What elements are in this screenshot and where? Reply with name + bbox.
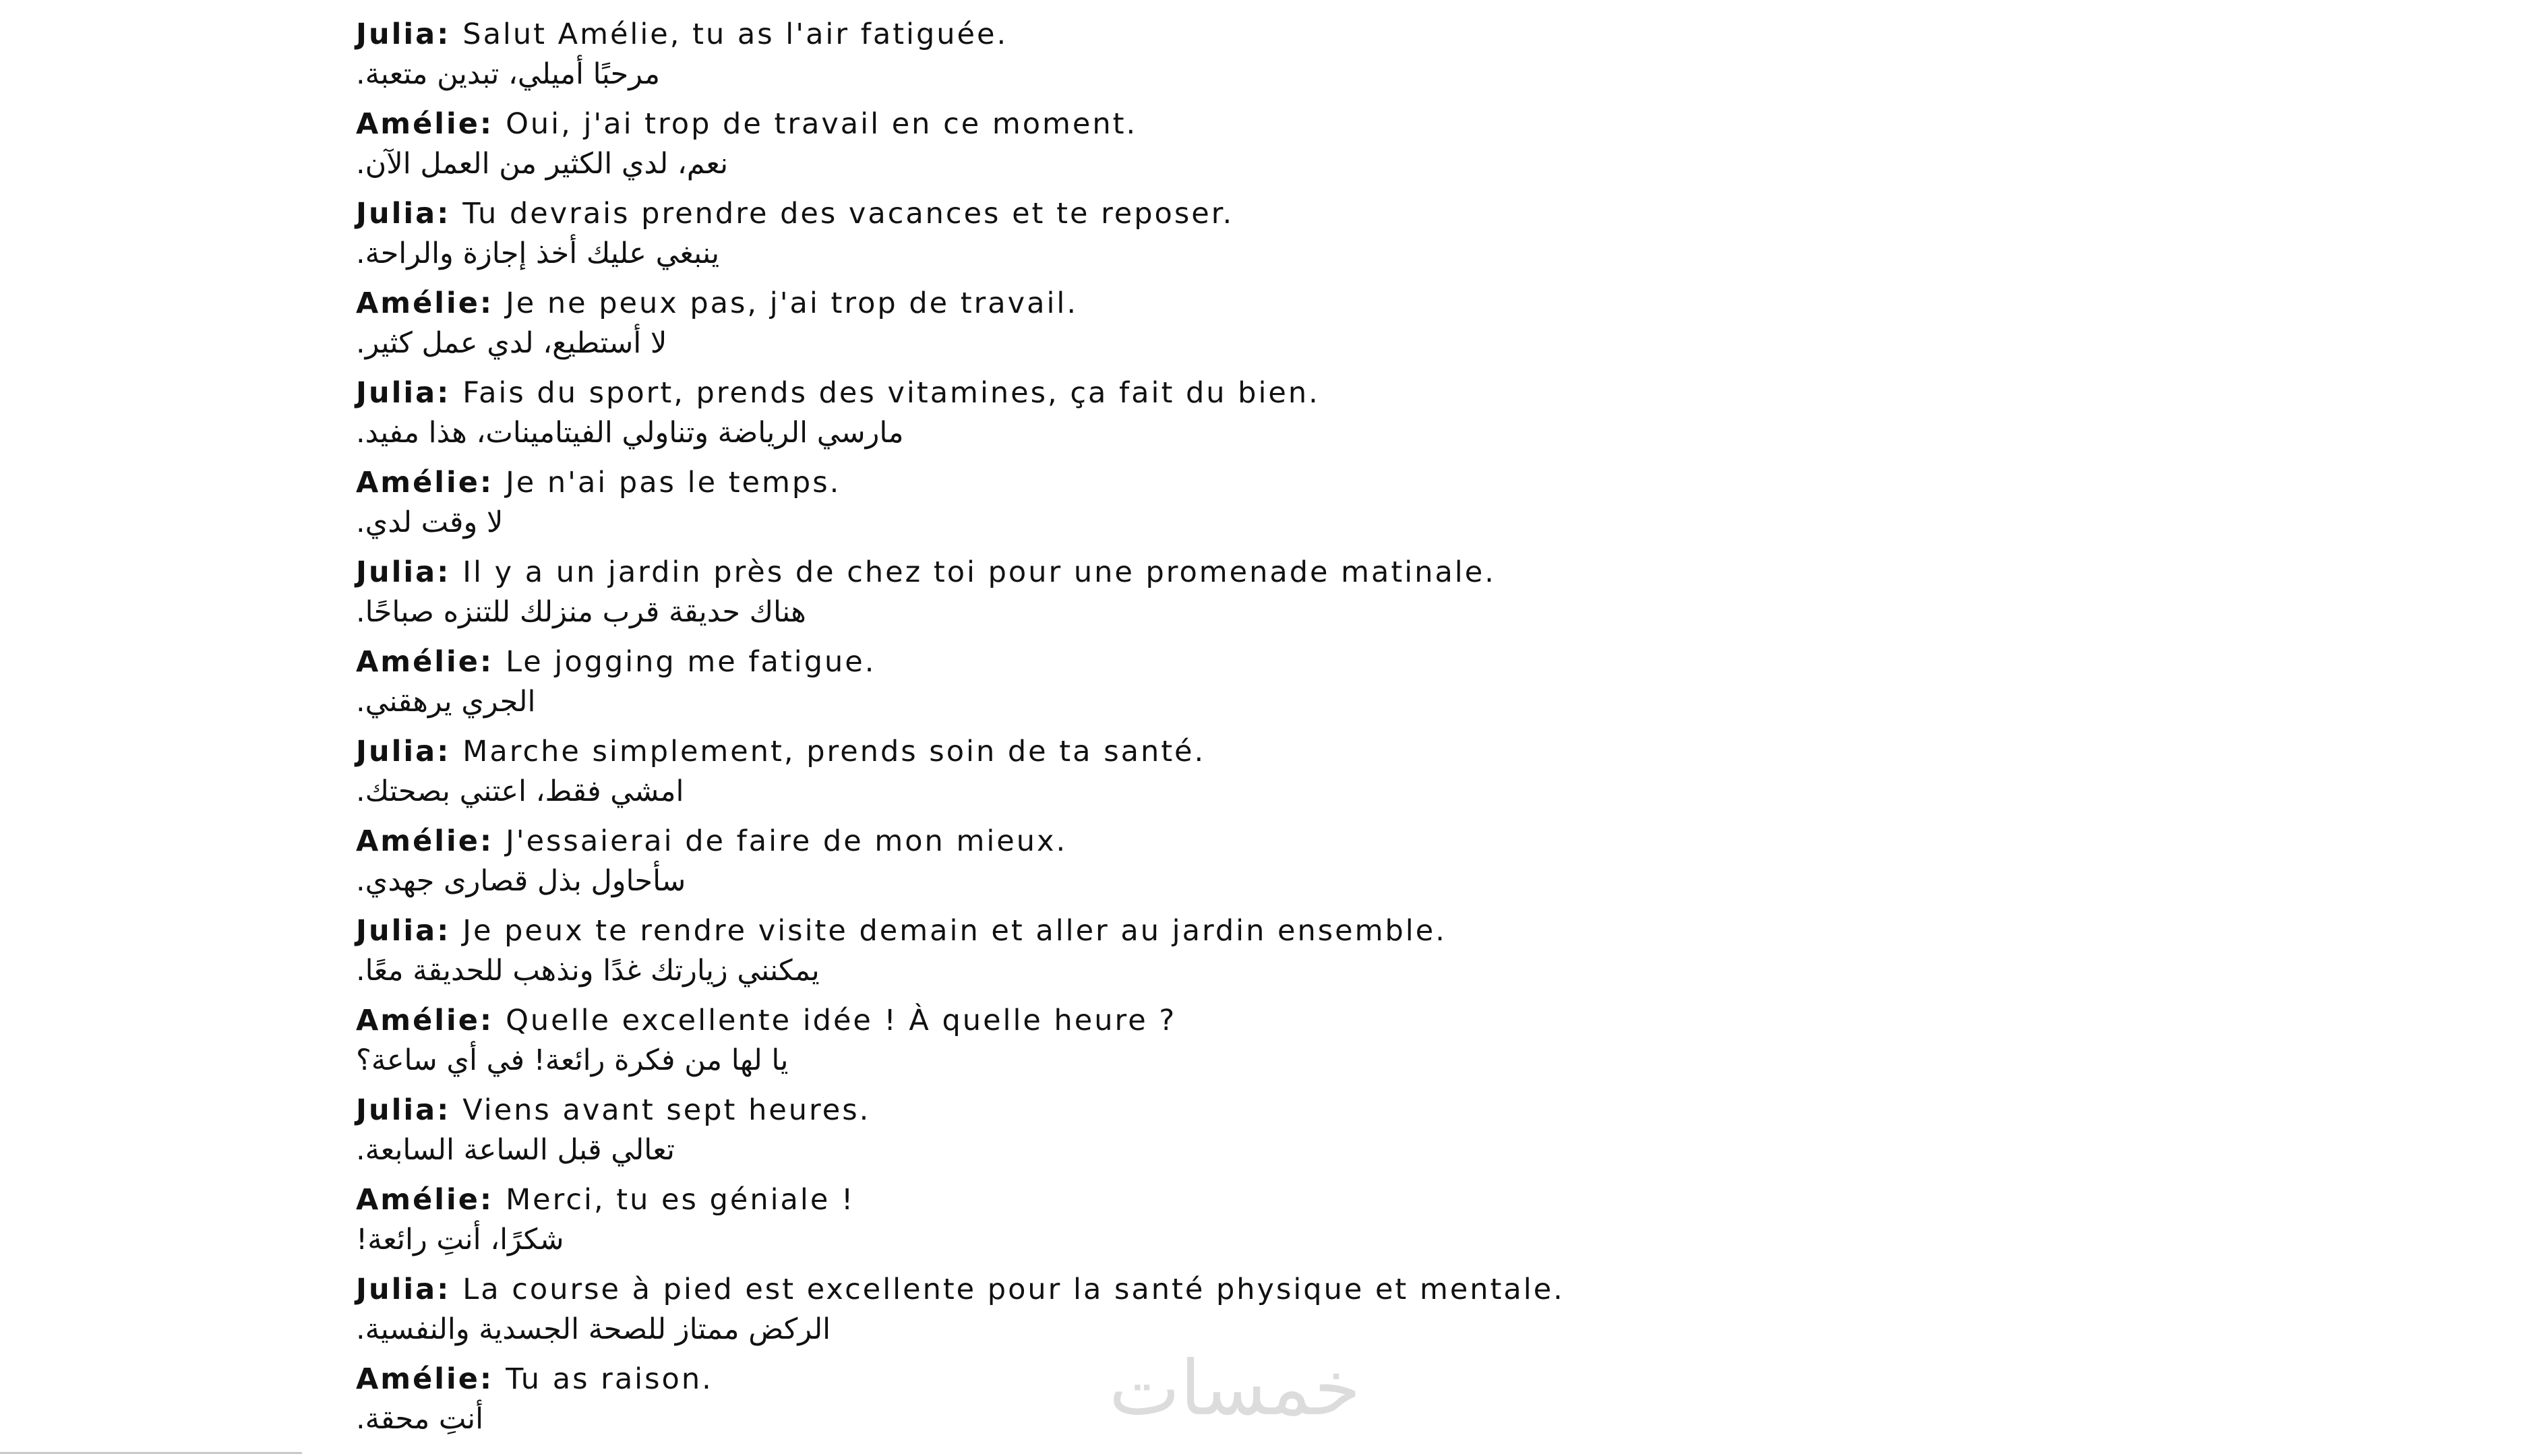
arabic-line-wrapper (356, 502, 2345, 543)
arabic-line: مرحبًا أميلي، تبدين متعبة. (356, 57, 660, 91)
speaker-name: Amélie (356, 1004, 480, 1037)
french-line (356, 104, 2345, 144)
arabic-line-wrapper (356, 1040, 2345, 1081)
arabic-line: ينبغي عليك أخذ إجازة والراحة. (356, 237, 720, 270)
french-text: Viens avant sept heures. (462, 1093, 871, 1127)
dialogue-exchange (356, 642, 2345, 732)
arabic-line-wrapper (356, 1309, 2345, 1349)
french-text: Tu devrais prendre des vacances et te reposer. (462, 197, 1234, 231)
arabic-line: أنتِ محقة. (356, 1402, 484, 1436)
dialogue-exchange (356, 822, 2345, 911)
french-text: Je ne peux pas, j'ai trop de travail. (506, 286, 1079, 320)
arabic-line: هناك حديقة قرب منزلك للتنزه صباحًا. (356, 595, 806, 629)
french-line (356, 732, 2345, 771)
dialogue-exchange (356, 373, 2345, 463)
dialogue-exchange (356, 1180, 2345, 1270)
speaker-name: Amélie (356, 286, 480, 320)
speaker-colon: : (437, 555, 463, 589)
french-line (356, 1180, 2345, 1219)
arabic-line-wrapper (356, 592, 2345, 632)
arabic-line: لا وقت لدي. (356, 506, 504, 539)
french-text: Fais du sport, prends des vitamines, ça fait du bien. (462, 376, 1320, 410)
arabic-line-wrapper (356, 681, 2345, 722)
speaker-name: Julia (356, 1273, 438, 1306)
french-text: Marche simplement, prends soin de ta santé. (462, 735, 1206, 768)
french-text: Il y a un jardin près de chez toi pour une promenade matinale. (462, 555, 1496, 589)
french-line (356, 911, 2345, 950)
speaker-name: Amélie (356, 466, 480, 499)
french-line (356, 822, 2345, 861)
arabic-line-wrapper (356, 1219, 2345, 1260)
speaker-name: Amélie (356, 1183, 480, 1217)
arabic-line-wrapper (356, 1130, 2345, 1170)
speaker-colon: : (479, 1004, 506, 1037)
arabic-line: تعالي قبل الساعة السابعة. (356, 1133, 675, 1167)
dialogue-exchange (356, 911, 2345, 1001)
speaker-name: Amélie (356, 645, 480, 679)
watermark-logo: خمسات (1109, 1345, 1361, 1432)
dialogue-exchange (356, 1091, 2345, 1180)
arabic-line: سأحاول بذل قصارى جهدي. (356, 864, 686, 898)
arabic-line: لا أستطيع، لدي عمل كثير. (356, 326, 667, 360)
speaker-colon: : (437, 914, 463, 948)
speaker-name: Julia (356, 197, 438, 231)
french-text: Je peux te rendre visite demain et aller au jardin ensemble. (462, 914, 1447, 948)
arabic-line: مارسي الرياضة وتناولي الفيتامينات، هذا مفيد. (356, 416, 904, 450)
arabic-line-wrapper (356, 233, 2345, 274)
french-text: Je n'ai pas le temps. (506, 466, 841, 499)
arabic-line-wrapper (356, 413, 2345, 453)
french-line (356, 642, 2345, 681)
speaker-colon: : (479, 107, 506, 141)
speaker-colon: : (437, 1093, 463, 1127)
french-line (356, 284, 2345, 323)
dialogue-exchange (356, 194, 2345, 284)
speaker-name: Julia (356, 376, 438, 410)
dialogue-exchange (356, 553, 2345, 642)
speaker-colon: : (437, 18, 463, 51)
speaker-colon: : (437, 376, 463, 410)
arabic-line: امشي فقط، اعتني بصحتك. (356, 775, 684, 808)
french-text: Tu as raison. (506, 1362, 713, 1396)
french-text: Merci, tu es géniale ! (506, 1183, 855, 1217)
french-line (356, 1270, 2345, 1309)
speaker-colon: : (479, 824, 506, 858)
speaker-name: Julia (356, 18, 438, 51)
speaker-name: Amélie (356, 107, 480, 141)
speaker-colon: : (479, 645, 506, 679)
speaker-colon: : (479, 286, 506, 320)
french-line (356, 194, 2345, 233)
arabic-line-wrapper (356, 54, 2345, 94)
speaker-colon: : (437, 1273, 463, 1306)
dialogue-exchange (356, 284, 2345, 373)
french-text: Oui, j'ai trop de travail en ce moment. (506, 107, 1138, 141)
speaker-name: Julia (356, 735, 438, 768)
speaker-name: Julia (356, 914, 438, 948)
speaker-colon: : (437, 197, 463, 231)
dialogue-exchange (356, 463, 2345, 553)
dialogue-exchange (356, 1001, 2345, 1091)
arabic-line-wrapper (356, 771, 2345, 812)
dialogue-list (356, 15, 2345, 1449)
french-text: La course à pied est excellente pour la santé physique et mentale. (462, 1273, 1565, 1306)
arabic-line: يمكنني زيارتك غدًا ونذهب للحديقة معًا. (356, 954, 820, 988)
french-text: Le jogging me fatigue. (506, 645, 876, 679)
arabic-line-wrapper (356, 861, 2345, 901)
arabic-line: شكرًا، أنتِ رائعة! (356, 1223, 564, 1256)
speaker-colon: : (479, 1362, 506, 1396)
arabic-line: يا لها من فكرة رائعة! في أي ساعة؟ (356, 1043, 789, 1077)
arabic-line-wrapper (356, 323, 2345, 363)
speaker-colon: : (479, 466, 506, 499)
speaker-name: Julia (356, 1093, 438, 1127)
speaker-name: Julia (356, 555, 438, 589)
arabic-line-wrapper (356, 144, 2345, 184)
dialogue-exchange (356, 732, 2345, 822)
french-line (356, 373, 2345, 413)
arabic-line: نعم، لدي الكثير من العمل الآن. (356, 147, 729, 181)
french-line (356, 553, 2345, 592)
french-line (356, 463, 2345, 502)
speaker-name: Amélie (356, 1362, 480, 1396)
french-text: J'essaierai de faire de mon mieux. (506, 824, 1068, 858)
arabic-line: الركض ممتاز للصحة الجسدية والنفسية. (356, 1312, 831, 1346)
french-text: Quelle excellente idée ! À quelle heure ? (506, 1004, 1177, 1037)
dialogue-exchange (356, 15, 2345, 104)
french-line (356, 15, 2345, 54)
arabic-line-wrapper (356, 950, 2345, 991)
french-text: Salut Amélie, tu as l'air fatiguée. (462, 18, 1008, 51)
speaker-colon: : (437, 735, 463, 768)
speaker-colon: : (479, 1183, 506, 1217)
french-line (356, 1001, 2345, 1040)
dialogue-exchange (356, 104, 2345, 194)
speaker-name: Amélie (356, 824, 480, 858)
bottom-divider (0, 1452, 302, 1454)
arabic-line: الجري يرهقني. (356, 685, 536, 719)
french-line (356, 1091, 2345, 1130)
